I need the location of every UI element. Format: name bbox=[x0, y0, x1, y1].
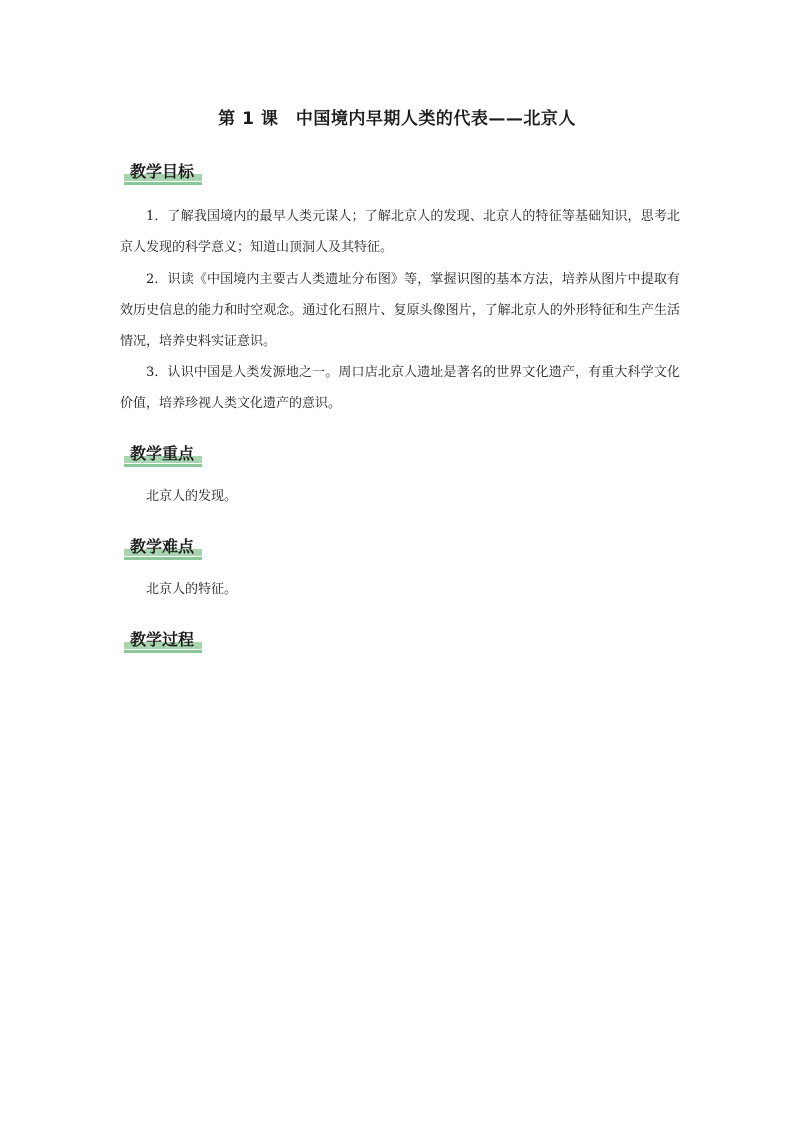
objective-item-3: 3．认识中国是人类发源地之一。周口店北京人遗址是著名的世界文化遗产，有重大科学文化价值，培养珍视人类文化遗产的意识。 bbox=[120, 365, 680, 411]
heading-process: 教学过程 bbox=[124, 630, 202, 650]
heading-difficulty: 教学难点 bbox=[124, 537, 202, 557]
objective-item-1: 1．了解我国境内的最早人类元谋人；了解北京人的发现、北京人的特征等基础知识，思考北京人发现的科学意义；知道山顶洞人及其特征。 bbox=[120, 209, 680, 255]
key-point-text: 北京人的发现。 bbox=[146, 489, 238, 504]
heading-objectives: 教学目标 bbox=[124, 162, 202, 182]
difficulty-text: 北京人的特征。 bbox=[146, 582, 238, 597]
heading-key-point: 教学重点 bbox=[124, 444, 202, 464]
objective-item-2: 2．识读《中国境内主要古人类遗址分布图》等，掌握识图的基本方法，培养从图片中提取有效历史信息的能力和时空观念。通过化石照片、复原头像图片，了解北京人的外形特征和生产生活情况，培养史料实证意识。 bbox=[120, 272, 680, 349]
lesson-title: 第 1 课 中国境内早期人类的代表——北京人 bbox=[218, 109, 576, 129]
